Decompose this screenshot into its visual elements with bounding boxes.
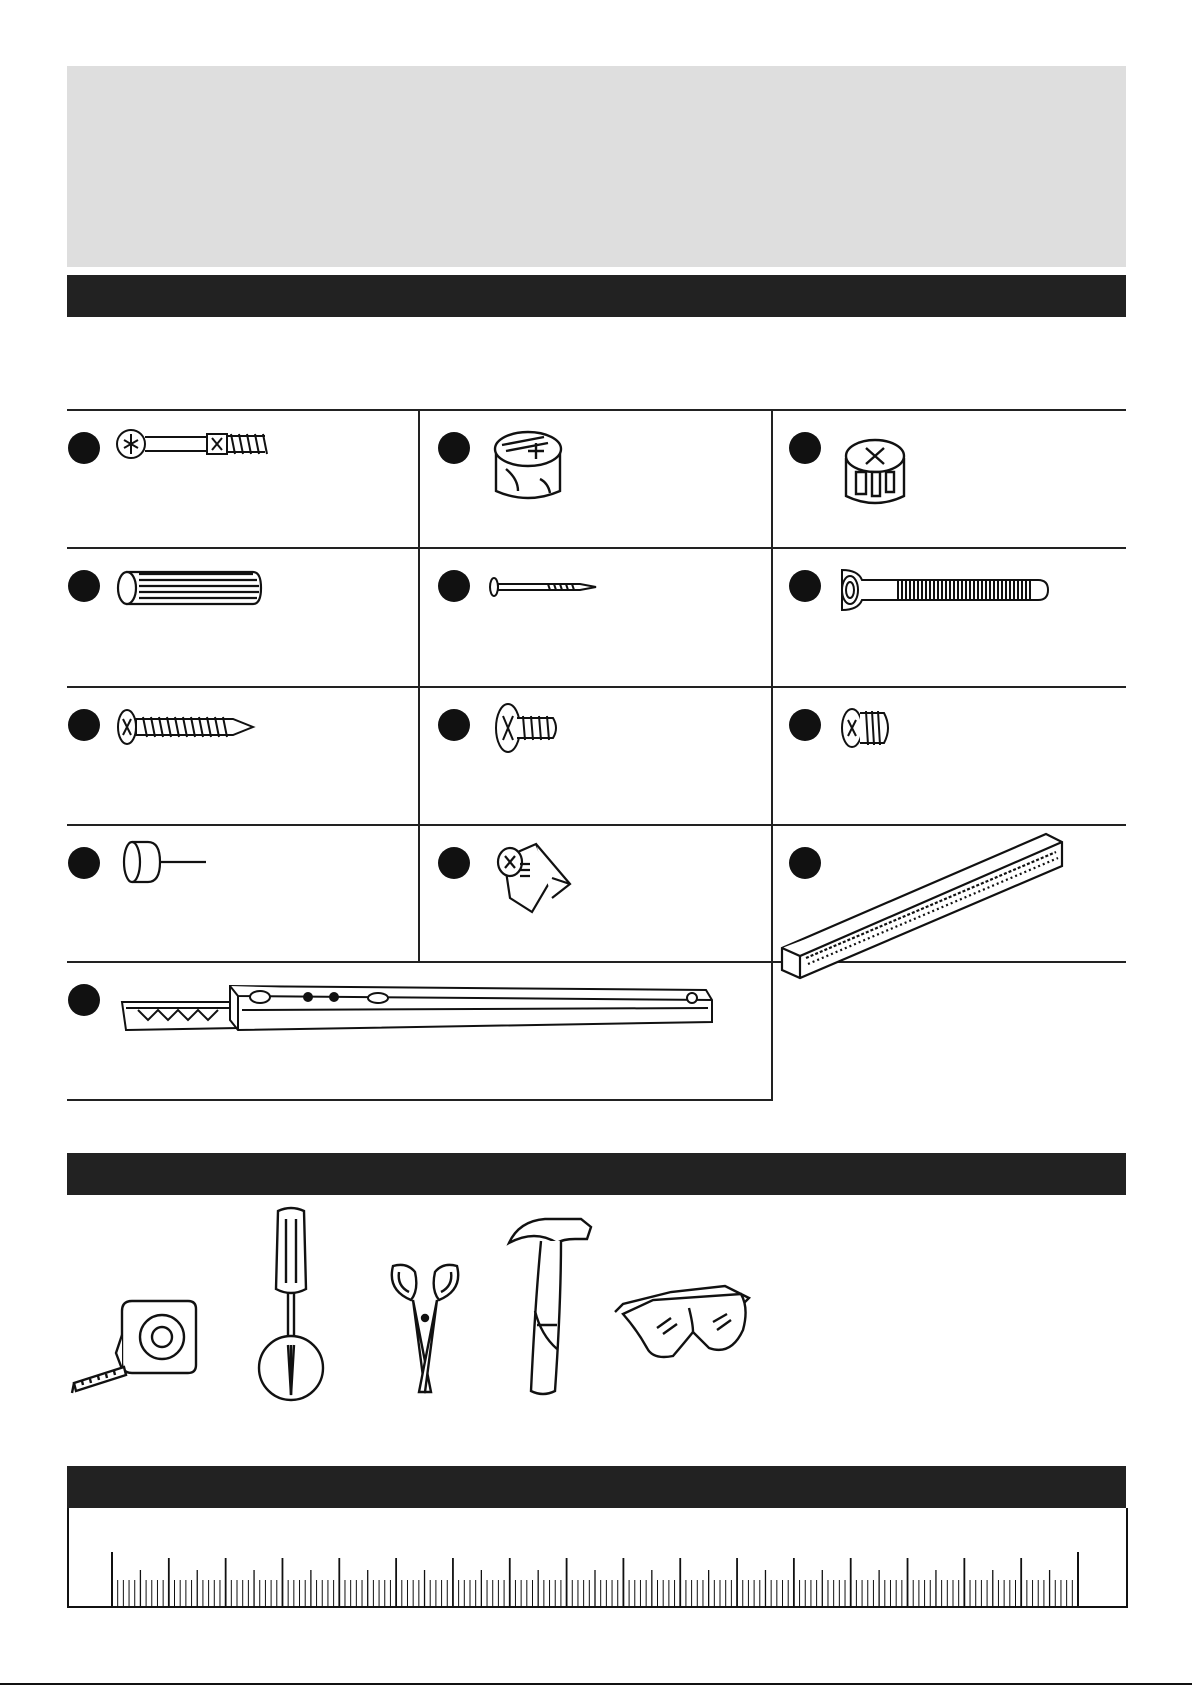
tools-section-bar [67, 1153, 1126, 1195]
part-number-badge [68, 432, 100, 464]
part-number-badge [789, 432, 821, 464]
grid-divider [67, 547, 1126, 549]
part-number-badge [68, 570, 100, 602]
part-number-badge [438, 709, 470, 741]
euro-screw-icon [840, 705, 900, 751]
hammer-icon [505, 1215, 595, 1400]
part-number-badge [789, 709, 821, 741]
ruler-icon [110, 1540, 1080, 1606]
part-number-badge [68, 847, 100, 879]
grid-divider [67, 1099, 772, 1101]
part-number-badge [68, 984, 100, 1016]
grid-divider [67, 686, 1126, 688]
connector-bolt-icon [838, 566, 1048, 614]
scissors-icon [385, 1260, 465, 1395]
wooden-dowel-icon [115, 566, 265, 610]
parts-section-bar [67, 275, 1126, 317]
drawer-runner-icon [118, 980, 718, 1040]
part-number-badge [438, 432, 470, 464]
short-screw-icon [493, 700, 563, 756]
glide-pin-icon [120, 838, 210, 888]
cam-bolt-icon [115, 420, 285, 470]
rail-bar-icon [778, 830, 1068, 980]
grid-divider [771, 409, 773, 1101]
header-area [67, 66, 1126, 267]
cam-lock-small-icon [840, 430, 910, 510]
corner-block-icon [490, 838, 580, 918]
part-number-badge [68, 709, 100, 741]
ruler-section-bar [67, 1466, 1126, 1508]
safety-glasses-icon [613, 1278, 753, 1363]
part-number-badge [438, 570, 470, 602]
wood-screw-icon [115, 705, 255, 749]
grid-divider [67, 409, 1126, 411]
cam-lock-icon [488, 423, 568, 505]
tape-measure-icon [70, 1295, 200, 1395]
part-number-badge [789, 570, 821, 602]
grid-divider [418, 409, 420, 963]
part-number-badge [438, 847, 470, 879]
grid-divider [67, 824, 1126, 826]
screwdriver-icon [256, 1205, 326, 1405]
nail-icon [488, 575, 598, 599]
